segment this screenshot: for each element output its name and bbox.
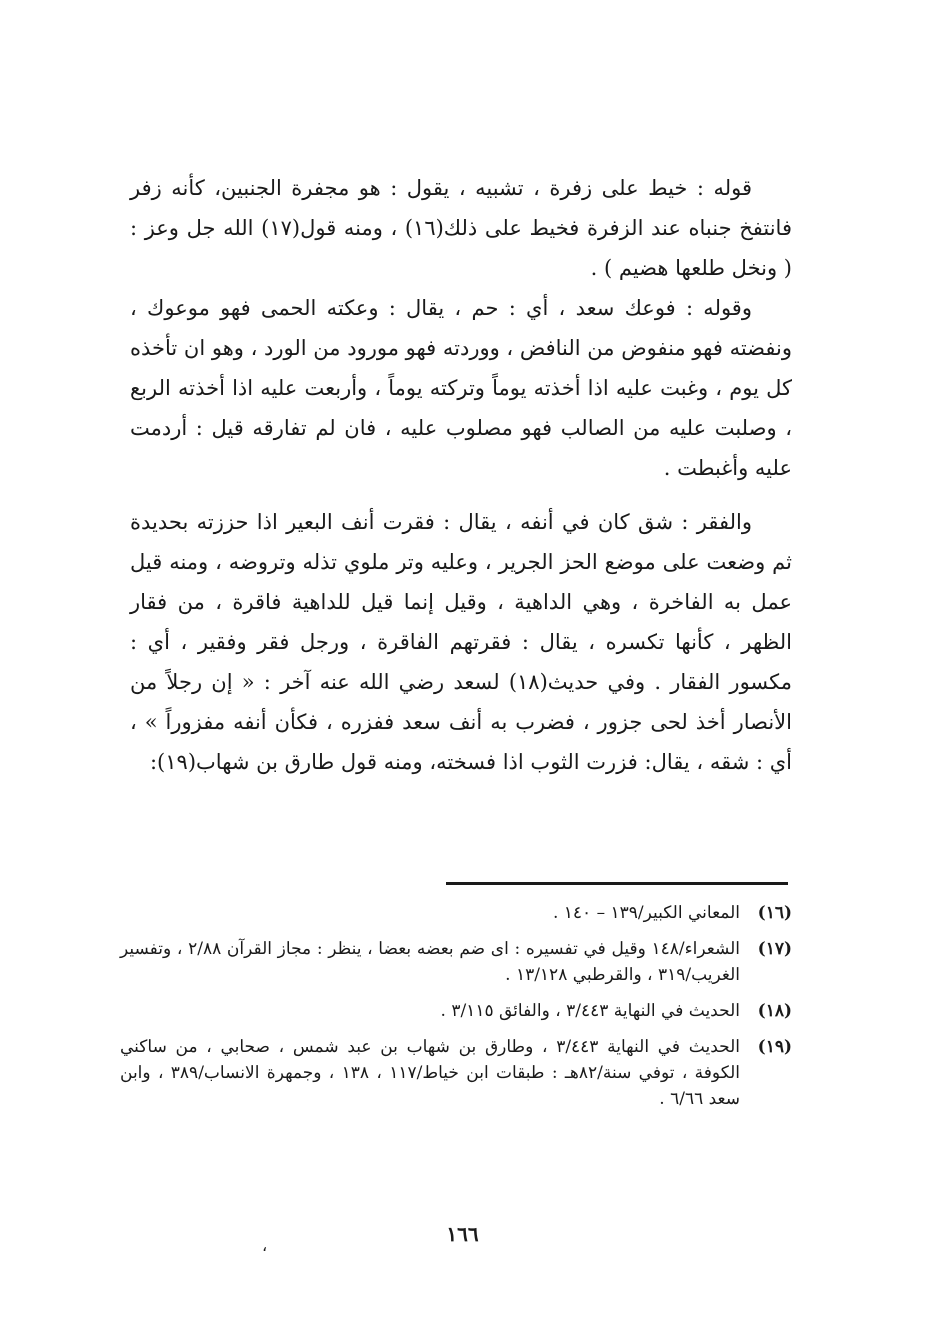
main-text [130, 168, 792, 782]
footnote [120, 1034, 792, 1112]
footnote-text: الحديث في النهاية ٣/٤٤٣ ، والفائق ٣/١١٥ . [440, 1001, 740, 1021]
footnote-text: الحديث في النهاية ٣/٤٤٣ ، وطارق بن شهاب بن عبد شمس ، صحابي ، من ساكني الكوفة ، توفي سنة/٨٢هـ : طبقات ابن خياط/١١٧ ، ١٣٨ ، وجمهرة الانساب/٣٨٩ ، وابن سعد ٦/٦٦ . [120, 1037, 740, 1109]
footnote-number: (١٦) [757, 903, 792, 923]
footnote-number: (١٨) [757, 1001, 792, 1021]
footnote-separator [446, 882, 788, 885]
footnote-number: (١٧) [757, 939, 792, 959]
footnote-text: المعاني الكبير/١٣٩ – ١٤٠ . [552, 903, 740, 923]
footnote [120, 998, 792, 1024]
footnote [120, 900, 792, 926]
footnote-number: (١٩) [757, 1037, 792, 1057]
page-number: ١٦٦ [446, 1222, 479, 1246]
paragraph: والفقر : شق كان في أنفه ، يقال : فقرت أنف البعير اذا حززته بحديدة ثم وضعت على موضع الحز الجرير ، وعليه وتر ملوي تذله وتروضه ، ومنه قيل عمل به الفاخرة ، وهي الداهية ، وقيل إنما قيل للداهية فاقرة ، من فقار الظهر ، كأنها تكسره ، يقال : فقرتهم الفاقرة ، ورجل فقر وفقير ، أي : مكسور الفقار . وفي حديث(١٨) لسعد رضي الله عنه آخر : « إن رجلاً من الأنصار أخذ لحى جزور ، فضرب به أنف سعد ففزره ، فكأن أنفه مفزوراً » ، أي : شقه ، يقال: فزرت الثوب اذا فسخته، ومنه قول طارق بن شهاب(١٩): [130, 510, 792, 774]
paragraph: وقوله : فوعك سعد ، أي : حم ، يقال : وعكته الحمى فهو موعوك ، ونفضته فهو منفوض من النافض ، ووردته فهو مورود من الورد ، وهو ان تأخذه كل يوم ، وغبت عليه اذا أخذته يوماً وتركته يوماً ، وأربعت عليه اذا أخذته الربع ، وصلبت عليه من الصالب فهو مصلوب عليه ، فان لم تفارقه قيل : أردمت عليه وأغبطت . [130, 296, 792, 480]
paragraph: قوله : خيط على زفرة ، تشبيه ، يقول : هو مجفرة الجنبين، كأنه زفر فانتفخ جنباه عند الزفرة فخيط على ذلك(١٦) ، ومنه قول(١٧) الله جل وعز : ( ونخل طلعها هضيم ) . [130, 176, 792, 280]
footnote-text: الشعراء/١٤٨ وقيل في تفسيره : اى ضم بعضه بعضا ، ينظر : مجاز القرآن ٢/٨٨ ، وتفسير الغريب/٣١٩ ، والقرطبي ١٣/١٢٨ . [120, 939, 741, 985]
footnotes [120, 900, 792, 1122]
footnote [120, 936, 792, 988]
stray-mark: ، [262, 1236, 268, 1255]
